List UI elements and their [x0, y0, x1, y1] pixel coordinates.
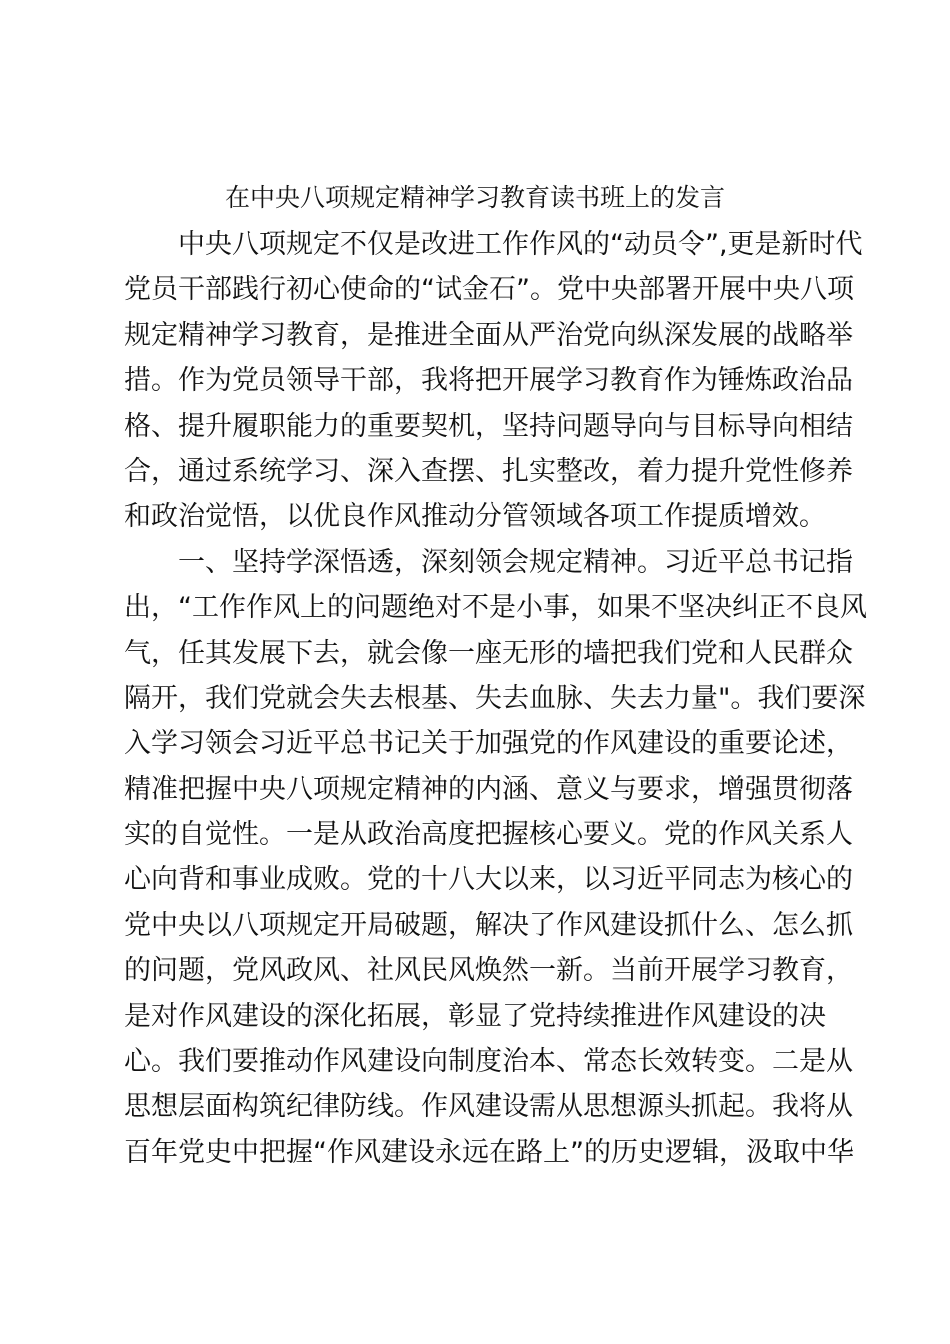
text-line: 气，任其发展下去，就会像一座无形的墙把我们党和人民群众 [124, 637, 853, 669]
text-line: 格、提升履职能力的重要契机，坚持问题导向与目标导向相结 [124, 410, 853, 442]
document-title: 在中央八项规定精神学习教育读书班上的发言 [224, 183, 725, 212]
text-line: 党员干部践行初心使命的“试金石”。党中央部署开展中央八项 [124, 274, 854, 306]
text-line: 合，通过系统学习、深入查摆、扎实整改，着力提升党性修养 [124, 455, 853, 487]
text-line: 中央八项规定不仅是改进工作作风的“动员令”,更是新时代 [178, 229, 863, 260]
text-line: 入学习领会习近平总书记关于加强党的作风建设的重要论述， [124, 728, 853, 760]
text-line: 规定精神学习教育，是推进全面从严治党向纵深发展的战略举 [124, 319, 853, 351]
text-line: 实的自觉性。一是从政治高度把握核心要义。党的作风关系人 [124, 819, 853, 851]
text-line: 出，“工作作风上的问题绝对不是小事，如果不坚决纠正不良风 [124, 592, 867, 624]
text-line: 的问题，党风政风、社风民风焕然一新。当前开展学习教育， [124, 955, 853, 987]
text-line: 百年党史中把握“作风建设永远在路上”的历史逻辑，汲取中华 [124, 1136, 854, 1168]
document-body [124, 222, 867, 1175]
text-line: 措。作为党员领导干部，我将把开展学习教育作为锤炼政治品 [124, 365, 853, 397]
text-line: 思想层面构筑纪律防线。作风建设需从思想源头抓起。我将从 [124, 1091, 853, 1123]
text-line: 是对作风建设的深化拓展，彰显了党持续推进作风建设的决 [124, 1000, 826, 1032]
text-line: 党中央以八项规定开局破题，解决了作风建设抓什么、怎么抓 [124, 909, 853, 941]
text-line: 和政治觉悟，以优良作风推动分管领域各项工作提质增效。 [124, 501, 826, 533]
text-line: 精准把握中央八项规定精神的内涵、意义与要求，增强贯彻落 [124, 773, 853, 805]
text-line: 一、坚持学深悟透，深刻领会规定精神。习近平总书记指 [178, 546, 853, 578]
text-line: 心。我们要推动作风建设向制度治本、常态长效转变。二是从 [124, 1046, 853, 1078]
text-line: 心向背和事业成败。党的十八大以来，以习近平同志为核心的 [124, 864, 853, 896]
text-line: 隔开，我们党就会失去根基、失去血脉、失去力量"。我们要深 [124, 682, 866, 714]
